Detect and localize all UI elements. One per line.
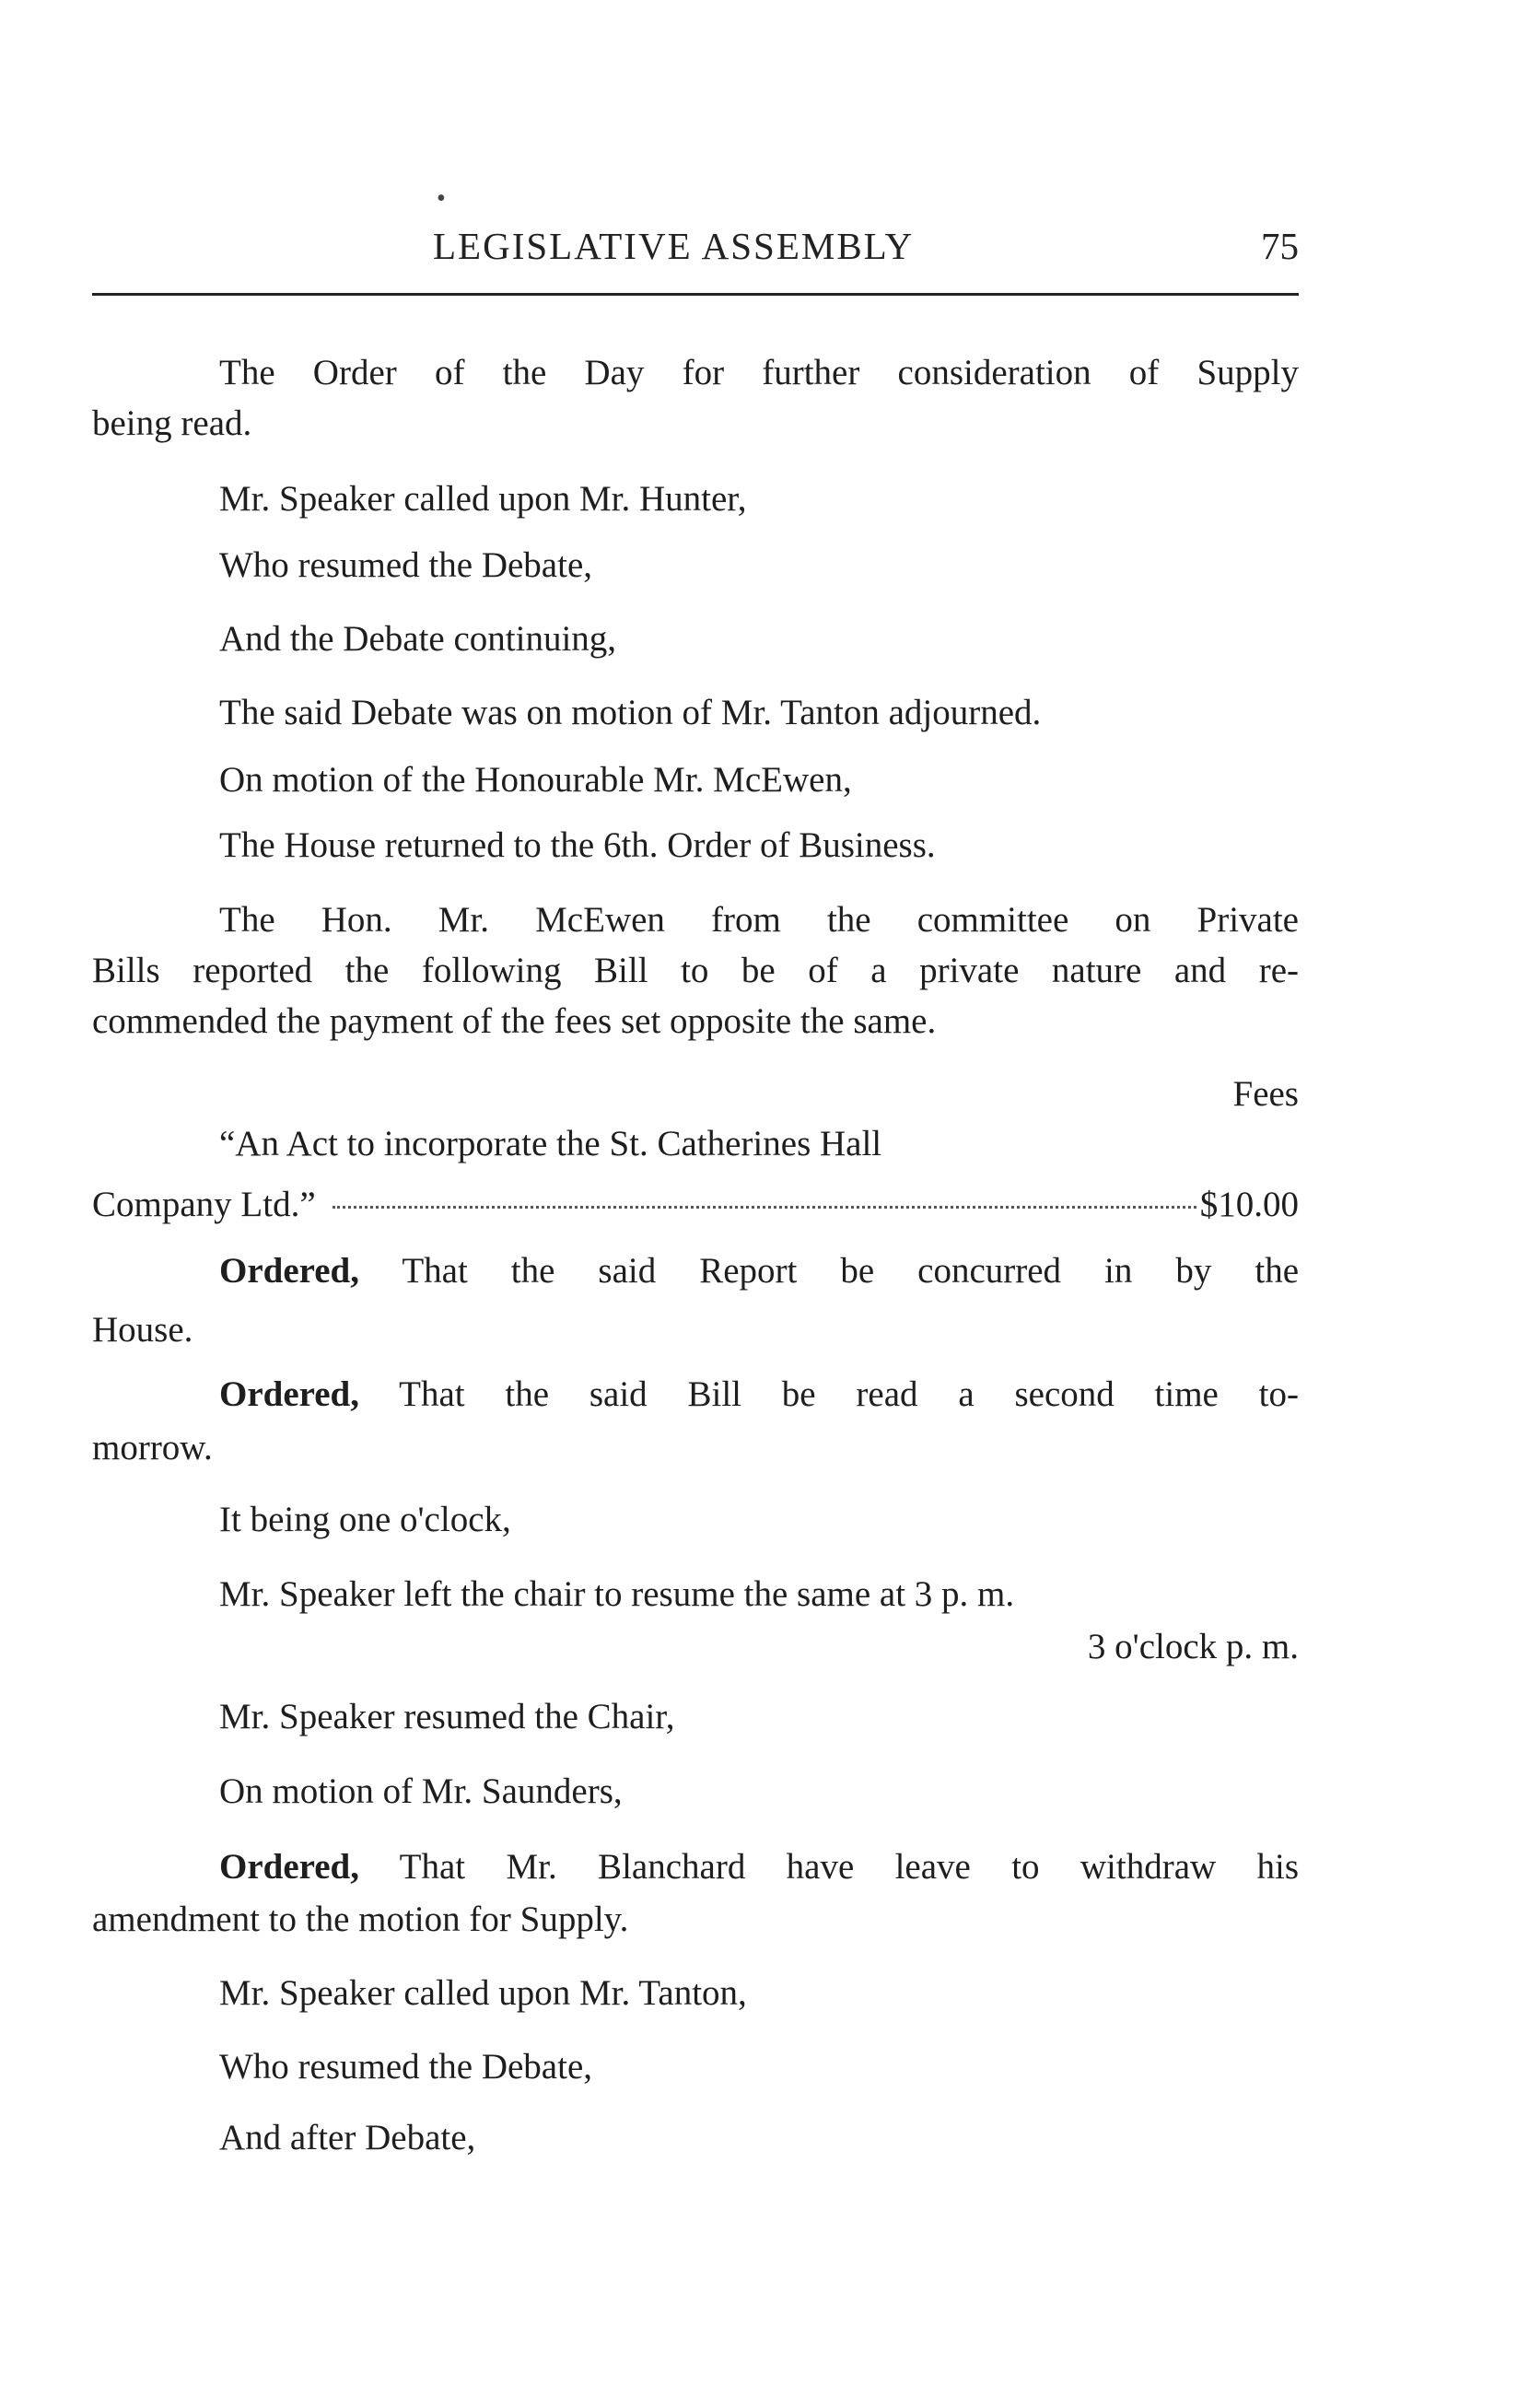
- order-amendment-line-2: amendment to the motion for Supply.: [92, 1900, 629, 1939]
- ordered-label: Ordered,: [219, 1847, 360, 1887]
- paragraph-speaker-tanton: Mr. Speaker called upon Mr. Tanton,: [219, 1973, 747, 2013]
- fees-heading: Fees: [1232, 1074, 1299, 1114]
- paragraph-speaker-hunter: Mr. Speaker called upon Mr. Hunter,: [219, 479, 747, 519]
- ordered-label: Ordered,: [219, 1374, 360, 1414]
- bill-title-line-2: Company Ltd.”: [92, 1185, 316, 1224]
- paragraph-committee-line-2: Bills reported the following Bill to be of a private nature and re-: [92, 951, 1299, 990]
- order-amendment-text: That Mr. Blanchard have leave to withdraw his: [399, 1847, 1300, 1887]
- order-report-line-1: [219, 1249, 1299, 1293]
- paragraph-speaker-left-chair: Mr. Speaker left the chair to resume the same at 3 p. m.: [219, 1574, 1015, 1614]
- paragraph-committee-line-3: commended the payment of the fees set opposite the same.: [92, 1001, 937, 1041]
- order-report-text: That the said Report be concurred in by the: [402, 1251, 1300, 1291]
- running-header-title: LEGISLATIVE ASSEMBLY: [433, 225, 915, 267]
- paragraph-debate-continuing: And the Debate continuing,: [219, 619, 617, 659]
- order-bill-line-1: [219, 1373, 1299, 1417]
- paragraph-debate-adjourned: The said Debate was on motion of Mr. Tanton adjourned.: [219, 693, 1042, 732]
- bill-fee-row: [92, 1183, 1299, 1227]
- paragraph-committee-line-1: The Hon. Mr. McEwen from the committee on Private: [219, 900, 1299, 940]
- paragraph-resumed-debate-2: Who resumed the Debate,: [219, 2047, 593, 2087]
- paragraph-supply-line-1: The Order of the Day for further consideration of Supply: [219, 353, 1299, 392]
- dot-leader: [333, 1206, 1196, 1209]
- paragraph-speaker-resumed: Mr. Speaker resumed the Chair,: [219, 1697, 675, 1736]
- bill-title-line-1: “An Act to incorporate the St. Catherines Hall: [219, 1124, 882, 1163]
- time-note: 3 o'clock p. m.: [1087, 1627, 1299, 1666]
- paragraph-house-returned: The House returned to the 6th. Order of Business.: [219, 825, 936, 865]
- order-bill-line-2: morrow.: [92, 1428, 213, 1467]
- paragraph-one-oclock: It being one o'clock,: [219, 1500, 511, 1539]
- page-number: 75: [1261, 225, 1299, 267]
- order-bill-text: That the said Bill be read a second time to-: [399, 1374, 1300, 1414]
- order-amendment-line-1: [219, 1845, 1299, 1889]
- paragraph-motion-mcewen: On motion of the Honourable Mr. McEwen,: [219, 760, 852, 800]
- paragraph-supply-line-2: being read.: [92, 403, 252, 443]
- order-report-line-2: House.: [92, 1310, 193, 1350]
- ordered-label: Ordered,: [219, 1251, 360, 1291]
- header-rule: [92, 293, 1299, 296]
- bill-fee-amount: $10.00: [1199, 1185, 1299, 1224]
- paragraph-motion-saunders: On motion of Mr. Saunders,: [219, 1771, 623, 1811]
- paragraph-after-debate: And after Debate,: [219, 2118, 476, 2157]
- ink-mark: •: [437, 184, 446, 213]
- paragraph-resumed-debate: Who resumed the Debate,: [219, 545, 593, 585]
